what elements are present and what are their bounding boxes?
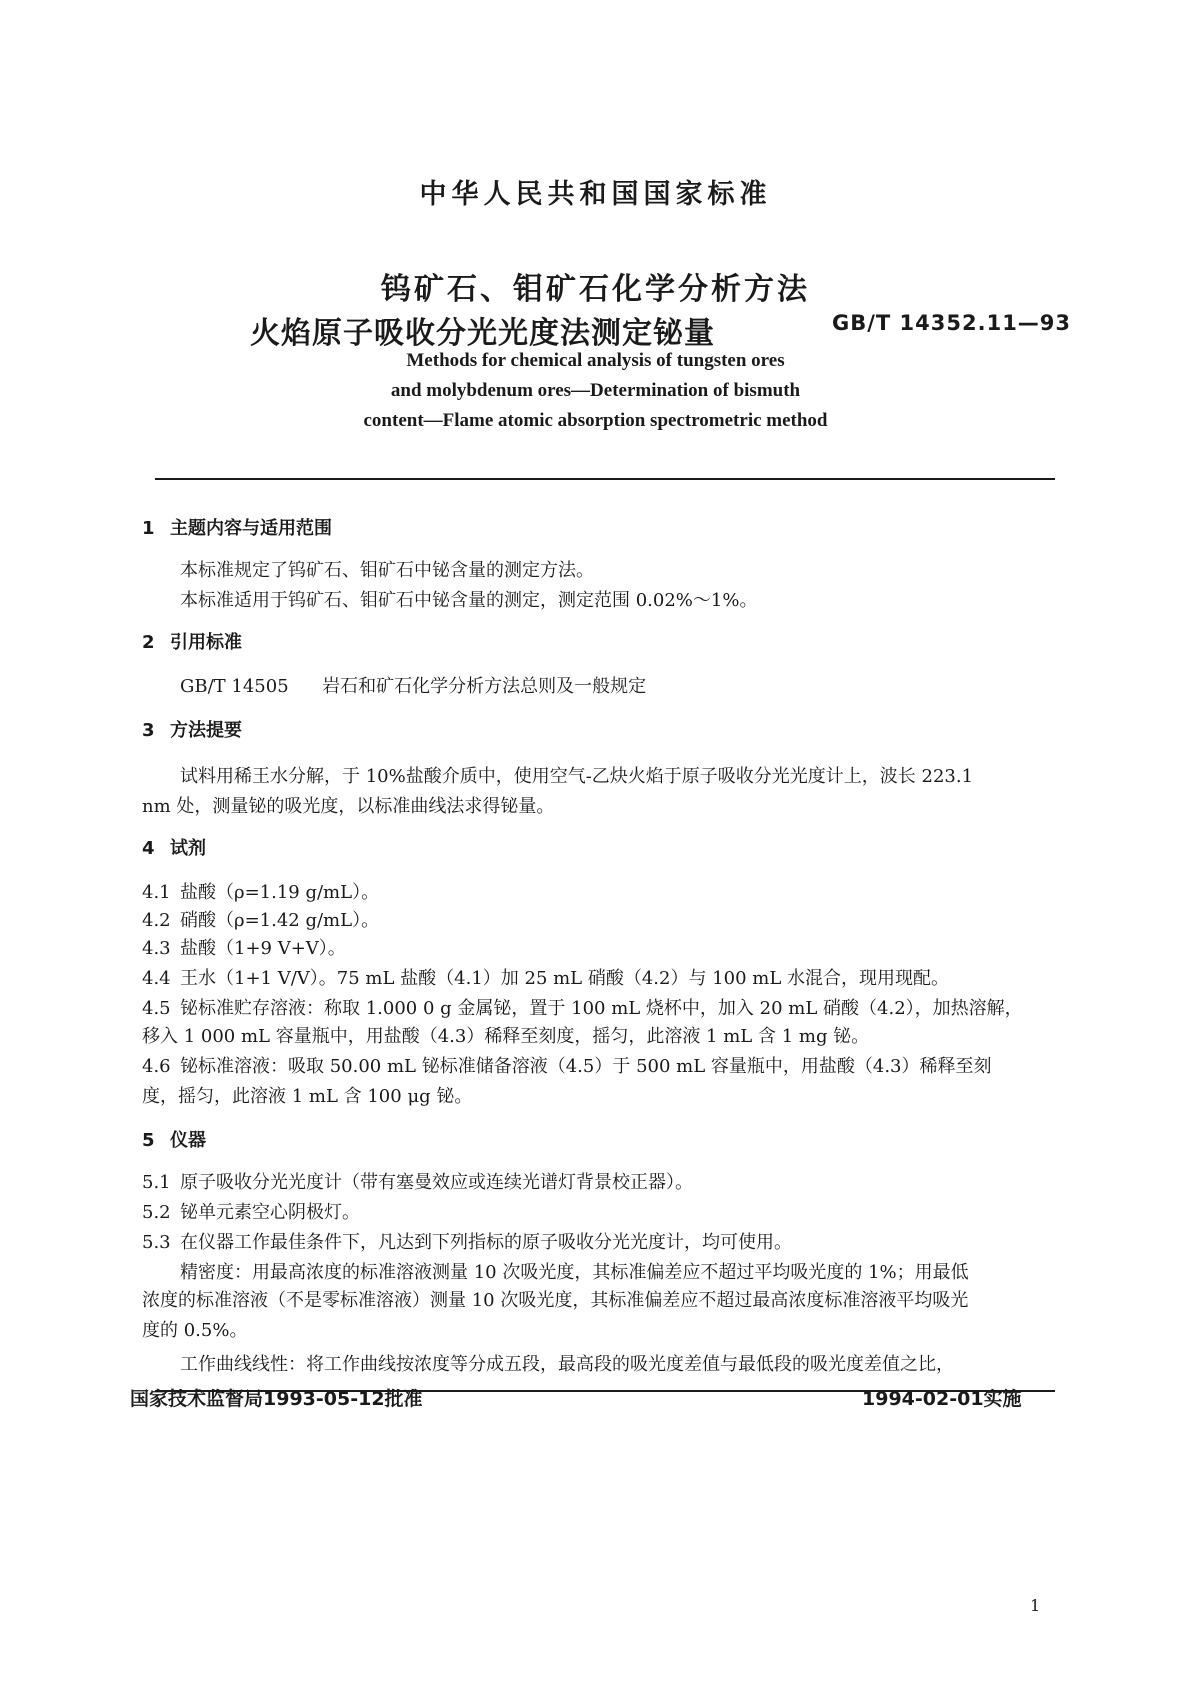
paragraph-line: 浓度的标准溶液（不是零标准溶液）测量 10 次吸光度，其标准偏差应不超过最高浓度标准溶液平均吸光 bbox=[142, 1290, 969, 1311]
reference-code: GB/T 14505 bbox=[180, 676, 289, 697]
list-item-continuation: 度，摇匀，此溶液 1 mL 含 100 μg 铋。 bbox=[142, 1086, 473, 1107]
effective-date: 1994-02-01实施 bbox=[862, 1388, 1022, 1410]
item-number: 4.3 bbox=[142, 938, 171, 959]
section-number: 1 bbox=[142, 518, 155, 539]
paragraph-line: 精密度：用最高浓度的标准溶液测量 10 次吸光度，其标准偏差应不超过平均吸光度的 1%；用最低 bbox=[180, 1262, 969, 1283]
paragraph-line: 工作曲线线性：将工作曲线按浓度等分成五段，最高段的吸光度差值与最低段的吸光度差值之比， bbox=[180, 1354, 954, 1375]
item-text: 盐酸（ρ=1.19 g/mL）。 bbox=[180, 882, 380, 903]
list-item bbox=[142, 1052, 992, 1078]
paragraph-line: 本标准规定了钨矿石、钼矿石中铋含量的测定方法。 bbox=[180, 560, 594, 581]
item-number: 4.1 bbox=[142, 882, 171, 903]
document-title-line1: 钨矿石、钼矿石化学分析方法 bbox=[381, 272, 810, 307]
section-title: 试剂 bbox=[170, 838, 206, 859]
paragraph-line: nm 处，测量铋的吸光度，以标准曲线法求得铋量。 bbox=[142, 796, 555, 817]
item-text: 铋标准溶液：吸取 50.00 mL 铋标准储备溶液（4.5）于 500 mL 容量瓶中，用盐酸（4.3）稀释至刻 bbox=[180, 1056, 992, 1077]
section-number: 2 bbox=[142, 632, 155, 653]
list-item bbox=[142, 1168, 693, 1194]
item-number: 4.6 bbox=[142, 1056, 171, 1077]
item-number: 4.4 bbox=[142, 968, 171, 989]
reference-entry bbox=[180, 672, 646, 698]
approval-date: 国家技术监督局1993-05-12批准 bbox=[130, 1388, 423, 1410]
list-item bbox=[142, 964, 949, 990]
list-item bbox=[142, 1228, 792, 1254]
item-text: 王水（1+1 V/V）。75 mL 盐酸（4.1）加 25 mL 硝酸（4.2）与 100 mL 水混合，现用现配。 bbox=[180, 968, 950, 989]
section-title: 主题内容与适用范围 bbox=[170, 518, 332, 539]
section-number: 5 bbox=[142, 1130, 155, 1151]
section-number: 3 bbox=[142, 720, 155, 741]
paragraph-line: 度的 0.5%。 bbox=[142, 1320, 248, 1341]
page-number: 1 bbox=[1030, 1596, 1041, 1615]
list-item bbox=[142, 906, 379, 932]
section-heading-4 bbox=[142, 834, 206, 860]
standard-code: GB/T 14352.11—93 bbox=[832, 311, 1072, 335]
item-text: 硝酸（ρ=1.42 g/mL）。 bbox=[180, 910, 380, 931]
item-text: 铋单元素空心阴极灯。 bbox=[180, 1202, 360, 1223]
section-heading-1 bbox=[142, 514, 332, 540]
list-item bbox=[142, 934, 346, 960]
section-heading-3 bbox=[142, 716, 242, 742]
section-title: 引用标准 bbox=[170, 632, 242, 653]
item-number: 5.1 bbox=[142, 1172, 171, 1193]
item-number: 4.2 bbox=[142, 910, 171, 931]
section-heading-5 bbox=[142, 1126, 206, 1152]
item-text: 原子吸收分光光度计（带有塞曼效应或连续光谱灯背景校正器）。 bbox=[180, 1172, 693, 1193]
list-item bbox=[142, 1198, 360, 1224]
paragraph-line: 试料用稀王水分解，于 10%盐酸介质中，使用空气-乙炔火焰于原子吸收分光光度计上，波长 223.1 bbox=[180, 766, 974, 787]
document-title-line2: 火焰原子吸收分光光度法测定铋量 bbox=[250, 316, 715, 351]
item-number: 5.3 bbox=[142, 1232, 171, 1253]
english-title-line1: Methods for chemical analysis of tungsten ores bbox=[406, 350, 785, 371]
english-title-line3: content—Flame atomic absorption spectrometric method bbox=[363, 410, 828, 431]
section-number: 4 bbox=[142, 838, 155, 859]
paragraph-line: 本标准适用于钨矿石、钼矿石中铋含量的测定，测定范围 0.02%～1%。 bbox=[180, 590, 758, 611]
item-text: 盐酸（1+9 V+V）。 bbox=[180, 938, 346, 959]
english-title-line2: and molybdenum ores—Determination of bismuth bbox=[390, 380, 801, 401]
national-standard-heading: 中华人民共和国国家标准 bbox=[419, 179, 772, 210]
item-text: 在仪器工作最佳条件下，凡达到下列指标的原子吸收分光光度计，均可使用。 bbox=[180, 1232, 792, 1253]
section-title: 仪器 bbox=[170, 1130, 206, 1151]
reference-title: 岩石和矿石化学分析方法总则及一般规定 bbox=[322, 676, 647, 697]
section-title: 方法提要 bbox=[170, 720, 242, 741]
item-text: 铋标准贮存溶液：称取 1.000 0 g 金属铋，置于 100 mL 烧杯中，加入 20 mL 硝酸（4.2），加热溶解， bbox=[180, 998, 1023, 1019]
list-item bbox=[142, 878, 379, 904]
section-heading-2 bbox=[142, 628, 242, 654]
list-item bbox=[142, 994, 1023, 1020]
item-number: 5.2 bbox=[142, 1202, 171, 1223]
list-item-continuation: 移入 1 000 mL 容量瓶中，用盐酸（4.3）稀释至刻度，摇匀，此溶液 1 mL 含 1 mg 铋。 bbox=[142, 1026, 870, 1047]
item-number: 4.5 bbox=[142, 998, 171, 1019]
header-divider bbox=[155, 478, 1055, 480]
